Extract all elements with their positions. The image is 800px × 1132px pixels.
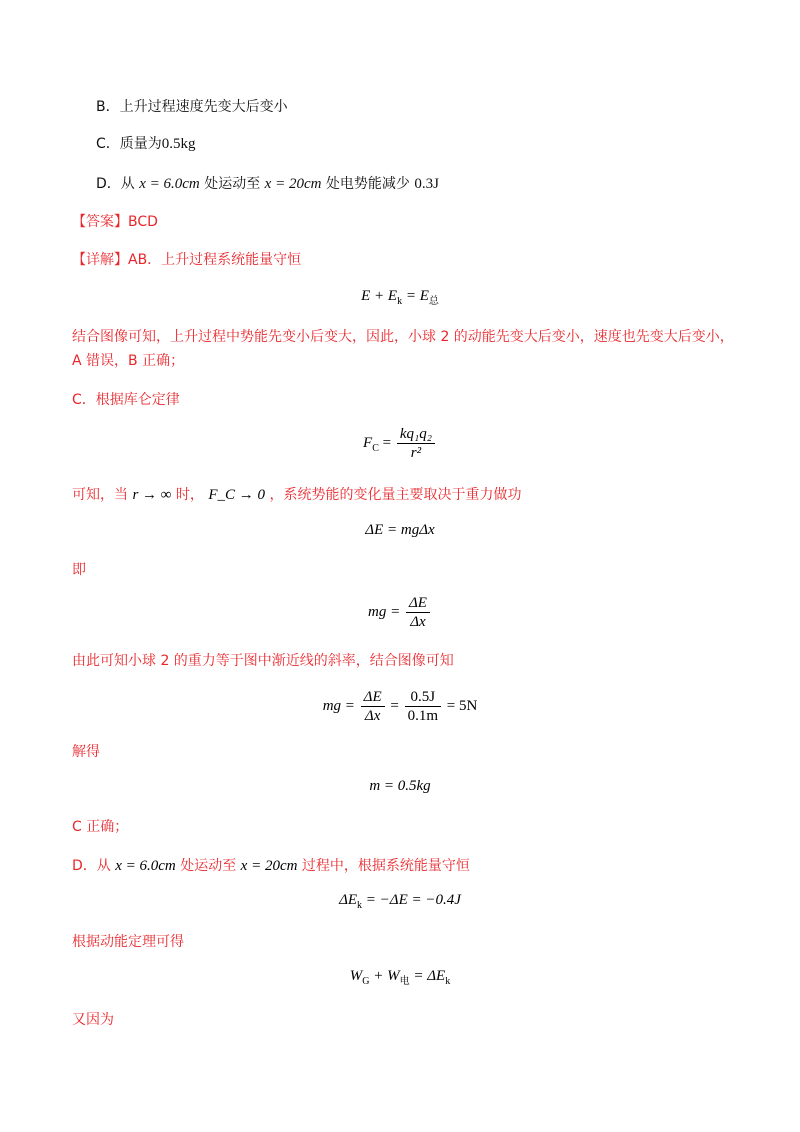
option-c: C．质量为0.5kg — [96, 136, 196, 152]
answer-value: BCD — [128, 214, 158, 230]
equation-energy: $E + E_k = E_总$ — [361, 288, 439, 307]
answer-line — [72, 212, 158, 232]
ji-line: 即 — [72, 562, 86, 578]
paragraph-ab-line1: 结合图像可知，上升过程中势能先变小后变大，因此，小球 2 的动能先变大后变小，速度也先变大后变小， — [72, 329, 734, 345]
mg-value-fraction-1: $\frac{\Delta E}{\Delta x}$ — [361, 688, 385, 725]
answer-label: 【答案】 — [72, 214, 128, 230]
detail-label: 【详解】 — [72, 252, 128, 268]
option-d-x2: x = 20cm — [264, 176, 322, 192]
option-b: B．上升过程速度先变大后变小 — [96, 99, 288, 115]
jiede-line: 解得 — [72, 744, 100, 760]
option-d: D．从 x = 6.0cm 处运动至 x = 20cm 处电势能减少 0.3J — [96, 176, 439, 192]
option-d-value: 0.3J — [414, 176, 439, 192]
theorem-line: 根据动能定理可得 — [72, 934, 184, 950]
slope-line: 由此可知小球 2 的重力等于图中渐近线的斜率，结合图像可知 — [72, 653, 454, 669]
option-d-x1: x = 6.0cm — [139, 176, 200, 192]
c-coulomb-line: C．根据库仑定律 — [72, 392, 180, 408]
equation-mass: m = 0.5kg — [369, 778, 431, 794]
mg-value-fraction-2: $\frac{0.5J}{0.1m}$ — [405, 688, 441, 725]
equation-work: $W_G + W_电 = \Delta E_k$ — [349, 968, 451, 987]
coulomb-fraction: $\frac{\text{kq₁q₂}}{\text{r²}}$ — [397, 425, 435, 462]
mg-fraction: $\frac{\Delta E}{\Delta x}$ — [406, 594, 430, 631]
equation-mg-value: mg = $\frac{\Delta E}{\Delta x}$ = $\frac{0.5J}{0.1m}$ = 5N — [322, 689, 478, 724]
equation-delta-ek: $\Delta E_k = -\Delta E = -0.4J$ — [339, 892, 461, 911]
detail-line: 【详解】AB．上升过程系统能量守恒 — [72, 252, 302, 268]
again-line: 又因为 — [72, 1012, 114, 1028]
c-correct-line: C 正确； — [72, 819, 129, 835]
equation-delta-e: ΔE = mgΔx — [365, 522, 435, 538]
d-line: D．从 x = 6.0cm 处运动至 x = 20cm 过程中，根据系统能量守恒 — [72, 858, 470, 874]
option-c-value: 0.5kg — [161, 136, 196, 152]
equation-coulomb: $F_C$ = $\frac{\text{kq₁q₂}}{\text{r²}}$ — [0, 425, 800, 462]
equation-mg: mg = $\frac{\Delta E}{\Delta x}$ — [0, 594, 800, 631]
limit-line: 可知，当 r → ∞ 时， F_C → 0 ，系统势能的变化量主要取决于重力做功 — [72, 487, 522, 503]
paragraph-ab-line2: A 错误，B 正确； — [72, 353, 185, 369]
